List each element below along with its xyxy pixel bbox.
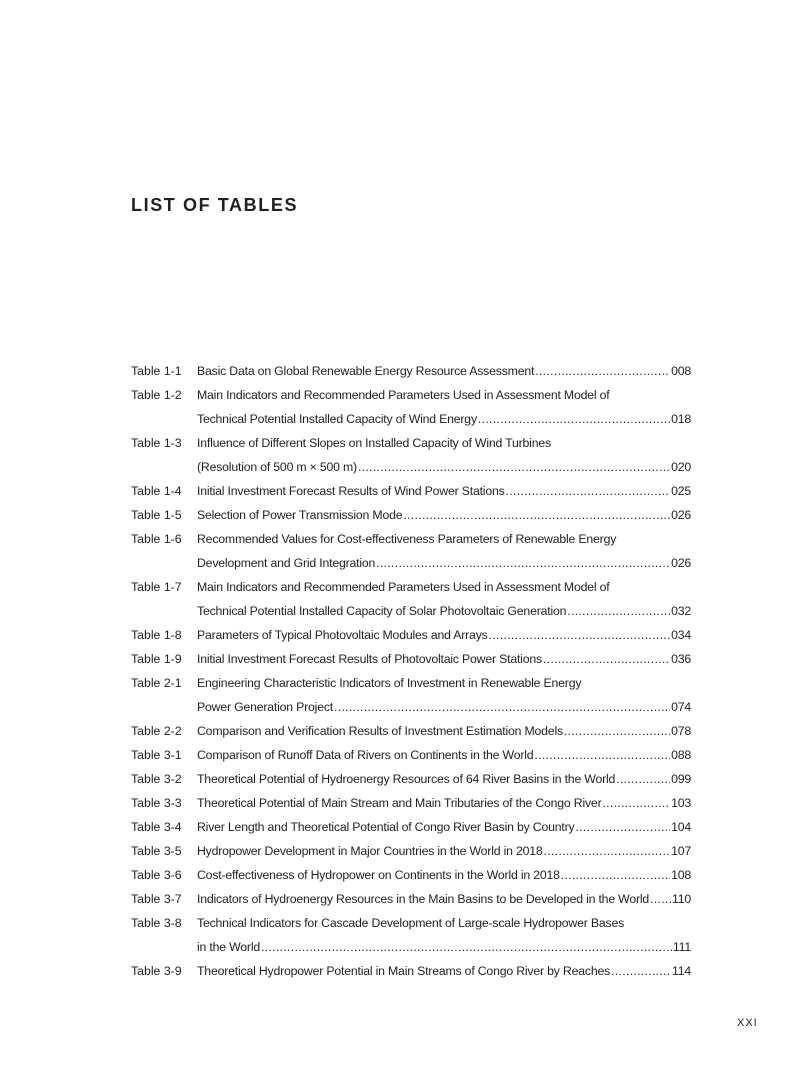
entry-body — [197, 722, 691, 746]
toc-entry[interactable] — [131, 650, 691, 674]
dot-leader — [602, 794, 670, 818]
table-label: Table 3-1 — [131, 748, 182, 762]
entry-body — [197, 842, 691, 866]
toc-entry[interactable] — [131, 866, 691, 890]
entry-page-number: 104 — [671, 820, 691, 834]
toc-entry[interactable] — [131, 506, 691, 530]
toc-line — [131, 650, 691, 674]
toc-entry[interactable] — [131, 386, 691, 434]
entry-title[interactable]: Theoretical Potential of Hydroenergy Resources of 64 River Basins in the World — [197, 772, 616, 786]
table-label: Table 3-8 — [131, 916, 182, 930]
toc-line — [131, 482, 691, 506]
entry-page-number: 026 — [671, 508, 691, 522]
entry-title[interactable]: Technical Potential Installed Capacity of Wind Energy — [197, 412, 477, 426]
entry-page-number: 020 — [671, 460, 691, 474]
entry-title[interactable]: Cost-effectiveness of Hydropower on Continents in the World in 2018 — [197, 868, 560, 882]
table-label: Table 3-6 — [131, 868, 182, 882]
toc-entry[interactable] — [131, 746, 691, 770]
entry-body — [197, 530, 691, 554]
entry-body — [197, 794, 691, 818]
toc-entry[interactable] — [131, 794, 691, 818]
entry-page-number: 110 — [671, 892, 691, 906]
entry-title[interactable]: Engineering Characteristic Indicators of Investment in Renewable Energy — [197, 676, 582, 690]
entry-page-number: 108 — [671, 868, 691, 882]
table-label: Table 1-4 — [131, 484, 182, 498]
entry-body — [197, 458, 691, 482]
entry-body — [197, 698, 691, 722]
table-label — [131, 554, 197, 578]
toc-line — [131, 770, 691, 794]
entry-page-number: 103 — [671, 796, 691, 810]
entry-title[interactable]: Technical Indicators for Cascade Development of Large-scale Hydropower Bases — [197, 916, 625, 930]
entry-body — [197, 962, 691, 986]
entry-body — [197, 818, 691, 842]
entry-body — [197, 890, 691, 914]
table-of-contents — [131, 362, 691, 986]
entry-title[interactable]: Comparison and Verification Results of Investment Estimation Models — [197, 724, 563, 738]
entry-body — [197, 506, 691, 530]
table-label: Table 3-4 — [131, 820, 182, 834]
toc-line — [131, 842, 691, 866]
toc-entry[interactable] — [131, 674, 691, 722]
entry-title[interactable]: (Resolution of 500 m × 500 m) — [197, 460, 357, 474]
table-label: Table 1-8 — [131, 628, 182, 642]
entry-body — [197, 578, 691, 602]
entry-title[interactable]: Recommended Values for Cost-effectiveness Parameters of Renewable Energy — [197, 532, 617, 546]
dot-leader — [544, 842, 671, 866]
table-label — [131, 602, 197, 626]
entry-page-number: 026 — [671, 556, 691, 570]
entry-page-number: 088 — [671, 748, 691, 762]
entry-title[interactable]: in the World — [197, 940, 260, 954]
entry-body — [197, 770, 691, 794]
toc-entry[interactable] — [131, 626, 691, 650]
table-label: Table 1-1 — [131, 364, 182, 378]
dot-leader — [611, 962, 671, 986]
entry-body — [197, 650, 691, 674]
entry-title[interactable]: Initial Investment Forecast Results of Wind Power Stations — [197, 484, 505, 498]
page-title: LIST OF TABLES — [131, 195, 299, 215]
toc-entry[interactable] — [131, 890, 691, 914]
entry-body — [197, 914, 691, 938]
entry-title[interactable]: Comparison of Runoff Data of Rivers on Continents in the World — [197, 748, 534, 762]
entry-page-number: 078 — [671, 724, 691, 738]
toc-line — [131, 794, 691, 818]
entry-body — [197, 866, 691, 890]
dot-leader — [506, 482, 671, 506]
toc-line — [131, 626, 691, 650]
entry-title[interactable]: Influence of Different Slopes on Installed Capacity of Wind Turbines — [197, 436, 551, 450]
toc-line — [131, 530, 691, 554]
toc-line — [131, 866, 691, 890]
toc-line — [131, 434, 691, 458]
entry-title[interactable]: Indicators of Hydroenergy Resources in the Main Basins to be Developed in the World — [197, 892, 650, 906]
entry-title[interactable]: Parameters of Typical Photovoltaic Modules and Arrays — [197, 628, 488, 642]
entry-body — [197, 602, 691, 626]
entry-title[interactable]: Development and Grid Integration — [197, 556, 376, 570]
dot-leader — [478, 410, 670, 434]
toc-entry[interactable] — [131, 530, 691, 578]
entry-title[interactable]: Initial Investment Forecast Results of Photovoltaic Power Stations — [197, 652, 542, 666]
entry-page-number: 008 — [671, 364, 691, 378]
toc-entry[interactable] — [131, 578, 691, 626]
entry-title[interactable]: Technical Potential Installed Capacity of Solar Photovoltaic Generation — [197, 604, 567, 618]
toc-line — [131, 962, 691, 986]
toc-line — [131, 722, 691, 746]
table-label: Table 3-5 — [131, 844, 182, 858]
toc-line — [131, 410, 691, 434]
toc-entry[interactable] — [131, 818, 691, 842]
toc-line — [131, 386, 691, 410]
toc-line — [131, 578, 691, 602]
entry-page-number: 032 — [671, 604, 691, 618]
toc-entry[interactable] — [131, 434, 691, 482]
entry-page-number: 018 — [671, 412, 691, 426]
toc-line — [131, 698, 691, 722]
entry-page-number: 025 — [671, 484, 691, 498]
entry-page-number: 099 — [671, 772, 691, 786]
toc-line — [131, 362, 691, 386]
entry-title[interactable]: Power Generation Project — [197, 700, 334, 714]
table-label: Table 1-7 — [131, 580, 182, 594]
dot-leader — [376, 554, 670, 578]
dot-leader — [650, 890, 671, 914]
dot-leader — [261, 938, 672, 962]
toc-entry[interactable] — [131, 722, 691, 746]
entry-body — [197, 938, 691, 962]
dot-leader — [616, 770, 670, 794]
toc-entry[interactable] — [131, 962, 691, 986]
dot-leader — [403, 506, 670, 530]
entry-page-number: 034 — [671, 628, 691, 642]
dot-leader — [489, 626, 670, 650]
entry-title[interactable]: Theoretical Hydropower Potential in Main Streams of Congo River by Reaches — [197, 964, 611, 978]
entry-body — [197, 386, 691, 410]
entry-title[interactable]: Selection of Power Transmission Mode — [197, 508, 403, 522]
entry-body — [197, 362, 691, 386]
table-label — [131, 938, 197, 962]
table-label: Table 1-2 — [131, 388, 182, 402]
table-label: Table 1-3 — [131, 436, 182, 450]
toc-line — [131, 938, 691, 962]
table-label: Table 2-1 — [131, 676, 182, 690]
page-number: XXI — [737, 1017, 758, 1029]
dot-leader — [543, 650, 670, 674]
toc-line — [131, 674, 691, 698]
toc-line — [131, 602, 691, 626]
entry-title[interactable]: Theoretical Potential of Main Stream and Main Tributaries of the Congo River — [197, 796, 602, 810]
toc-line — [131, 746, 691, 770]
entry-body — [197, 482, 691, 506]
toc-line — [131, 818, 691, 842]
entry-page-number: 111 — [672, 940, 691, 954]
entry-body — [197, 746, 691, 770]
entry-page-number: 107 — [671, 844, 691, 858]
toc-line — [131, 554, 691, 578]
toc-entry[interactable] — [131, 842, 691, 866]
entry-title[interactable]: Basic Data on Global Renewable Energy Resource Assessment — [197, 364, 535, 378]
table-label — [131, 410, 197, 434]
table-label: Table 2-2 — [131, 724, 182, 738]
table-label: Table 3-2 — [131, 772, 182, 786]
entry-body — [197, 554, 691, 578]
dot-leader — [334, 698, 670, 722]
dot-leader — [561, 866, 670, 890]
entry-title[interactable]: River Length and Theoretical Potential of Congo River Basin by Country — [197, 820, 575, 834]
toc-line — [131, 914, 691, 938]
dot-leader — [534, 746, 670, 770]
entry-body — [197, 410, 691, 434]
table-label: Table 1-5 — [131, 508, 182, 522]
entry-page-number: 074 — [671, 700, 691, 714]
toc-line — [131, 890, 691, 914]
table-label — [131, 458, 197, 482]
table-label: Table 1-9 — [131, 652, 182, 666]
entry-page-number: 114 — [671, 964, 691, 978]
table-label: Table 3-7 — [131, 892, 182, 906]
entry-page-number: 036 — [671, 652, 691, 666]
dot-leader — [564, 722, 670, 746]
table-label — [131, 698, 197, 722]
entry-title[interactable]: Main Indicators and Recommended Parameters Used in Assessment Model of — [197, 388, 610, 402]
table-label: Table 1-6 — [131, 532, 182, 546]
toc-entry[interactable] — [131, 914, 691, 962]
dot-leader — [358, 458, 670, 482]
toc-line — [131, 458, 691, 482]
dot-leader — [575, 818, 670, 842]
toc-line — [131, 506, 691, 530]
entry-body — [197, 674, 691, 698]
table-label: Table 3-9 — [131, 964, 182, 978]
dot-leader — [567, 602, 670, 626]
entry-title[interactable]: Hydropower Development in Major Countries in the World in 2018 — [197, 844, 543, 858]
dot-leader — [535, 362, 670, 386]
entry-title[interactable]: Main Indicators and Recommended Parameters Used in Assessment Model of — [197, 580, 610, 594]
toc-entry[interactable] — [131, 770, 691, 794]
toc-entry[interactable] — [131, 362, 691, 386]
entry-body — [197, 434, 691, 458]
entry-body — [197, 626, 691, 650]
toc-entry[interactable] — [131, 482, 691, 506]
table-label: Table 3-3 — [131, 796, 182, 810]
